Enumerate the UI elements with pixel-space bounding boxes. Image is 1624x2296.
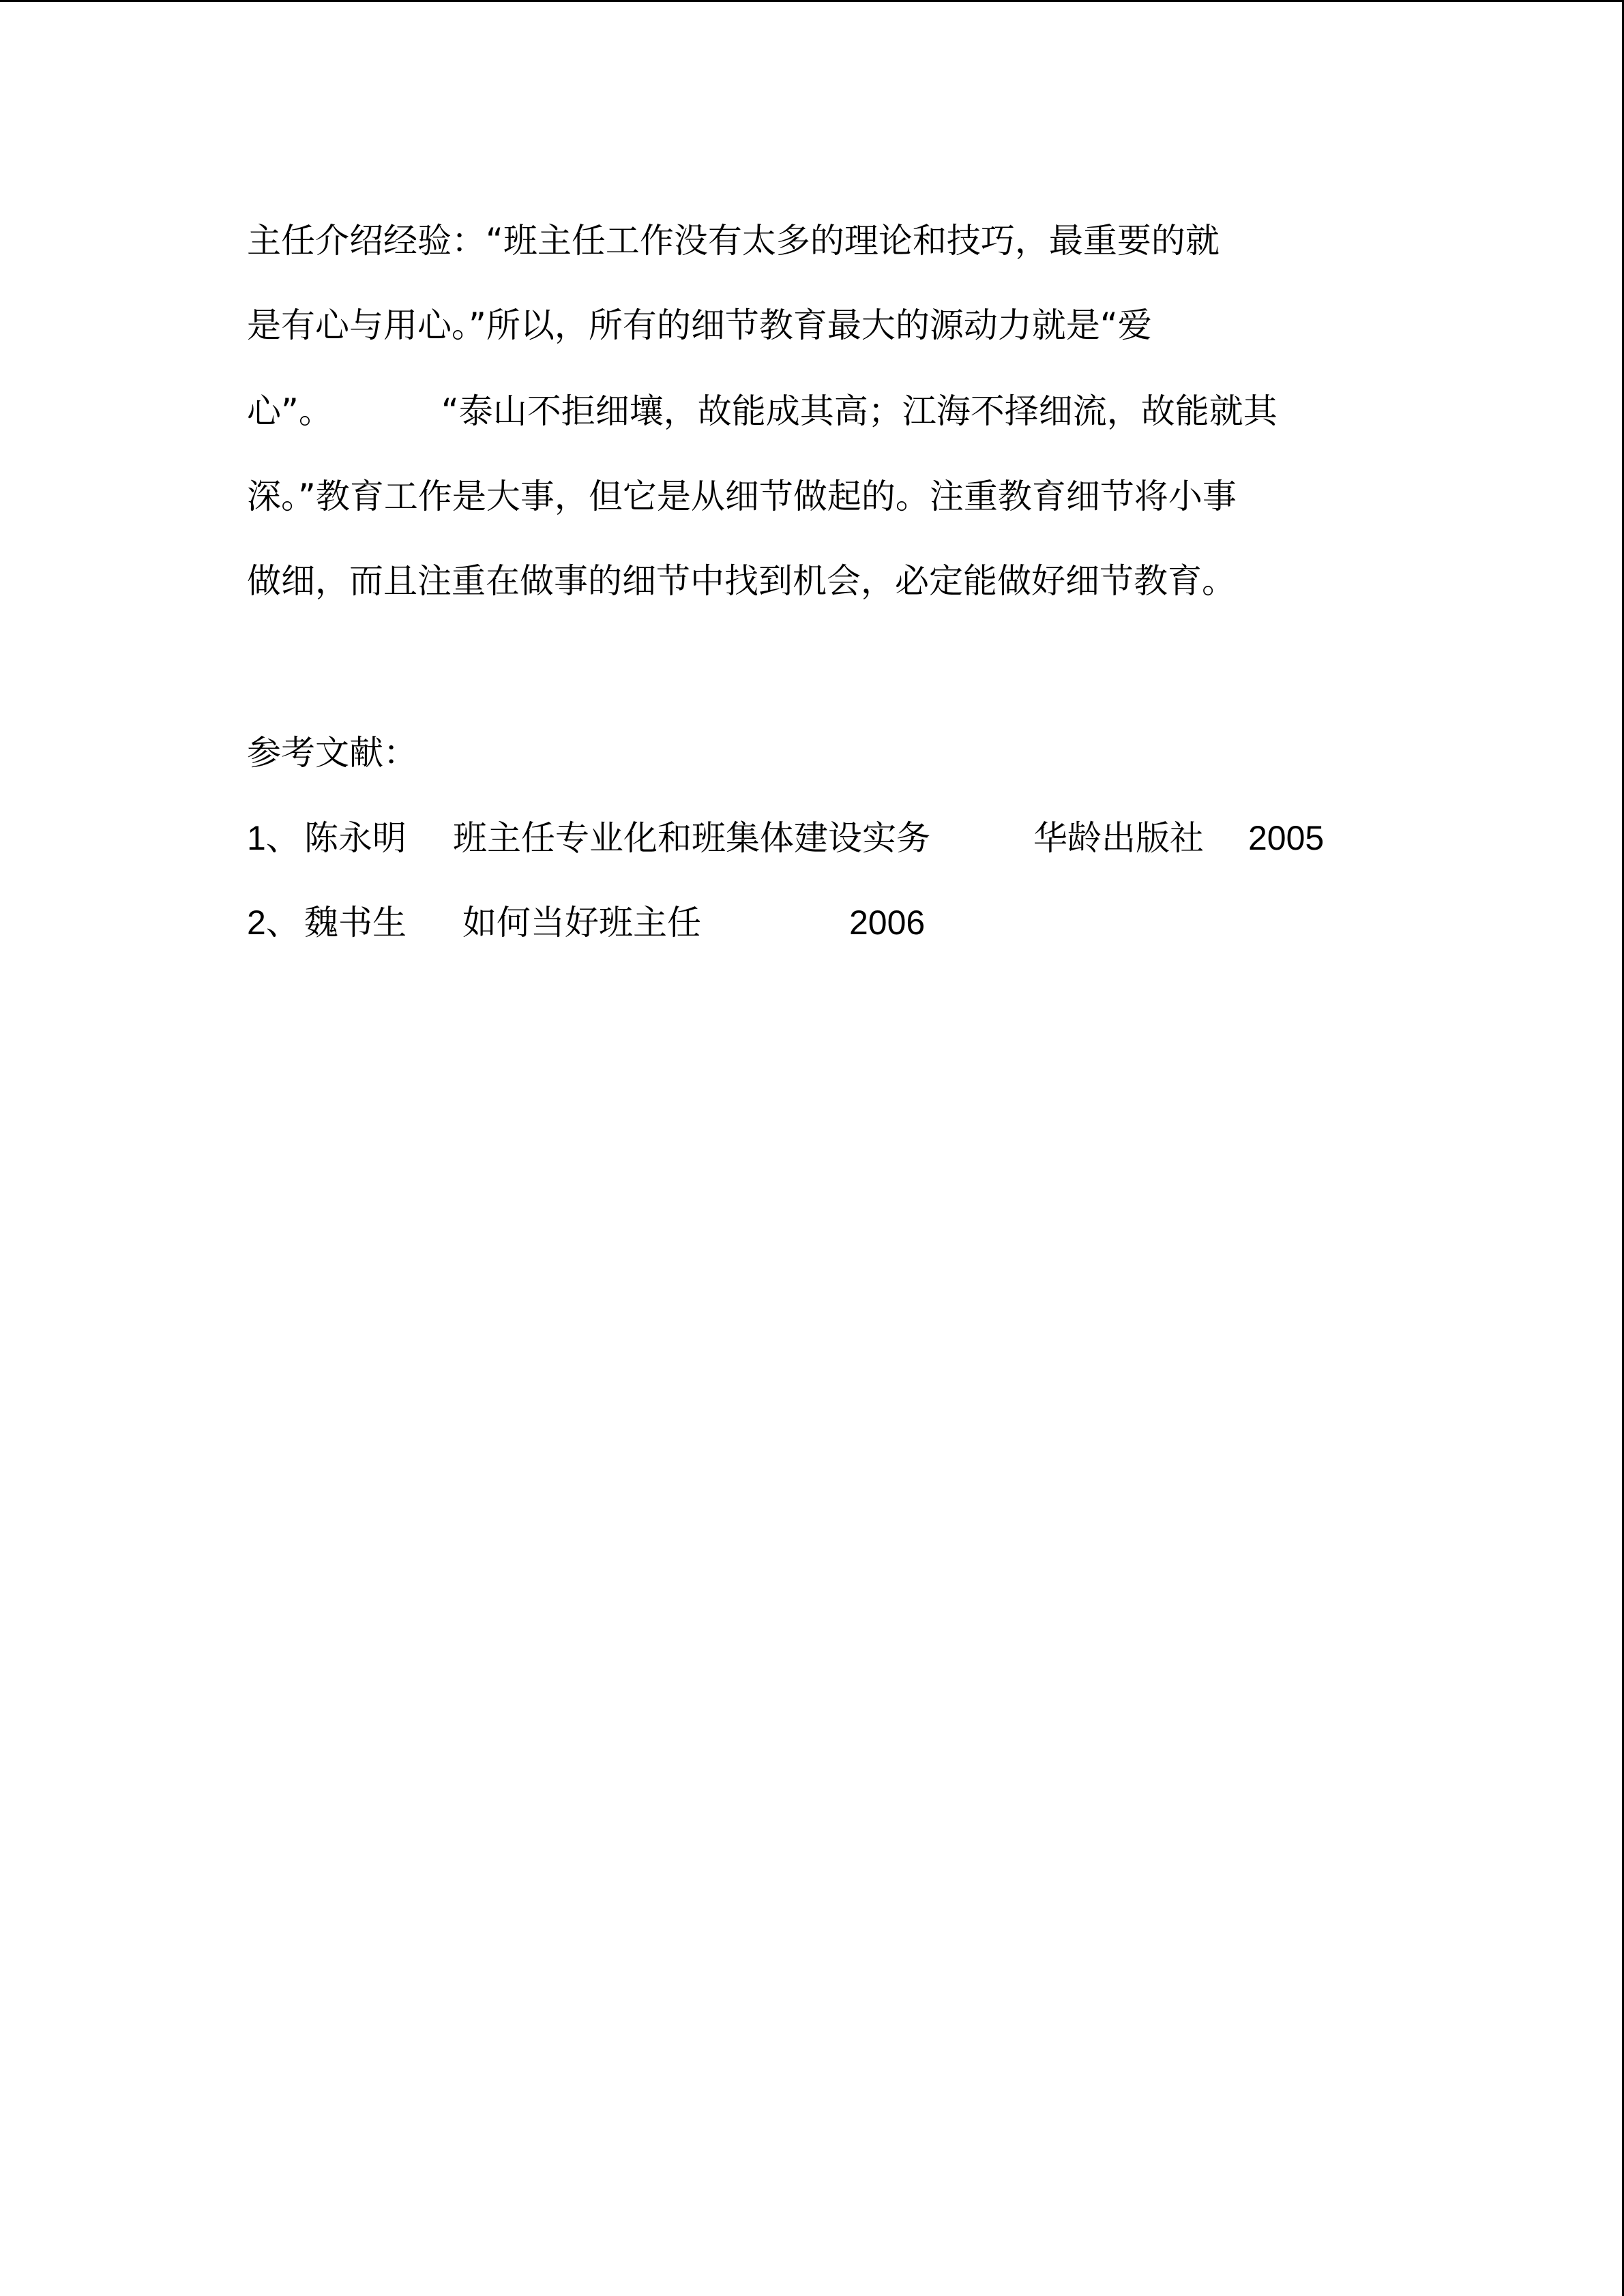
reference-title: 如何当好班主任: [462, 903, 701, 942]
paragraph-line-1: 主任介绍经验：“班主任工作没有太多的理论和技巧，最重要的就: [247, 221, 1220, 260]
reference-item-2: [247, 902, 926, 1148]
reference-index: 2、: [247, 904, 300, 942]
paragraph-line-4: 深。”教育工作是大事，但它是从细节做起的。注重教育细节将小事: [247, 477, 1237, 516]
reference-title: 班主任专业化和班集体建设实务: [453, 818, 930, 858]
references-heading: 参考文献：: [247, 733, 417, 773]
reference-author: 陈永明: [304, 818, 407, 858]
reference-author: 魏书生: [304, 903, 407, 942]
reference-publisher: 华龄出版社: [1033, 818, 1204, 858]
reference-year: 2006: [849, 904, 926, 942]
paragraph-line-2: 是有心与用心。”所以，所有的细节教育最大的源动力就是“爱: [247, 305, 1152, 345]
paragraph-line-3: 心”。 “泰山不拒细壤，故能成其高；江海不择细流，故能就其: [247, 391, 1278, 431]
reference-index: 1、: [247, 819, 300, 857]
paragraph-line-5: 做细，而且注重在做事的细节中找到机会，必定能做好细节教育。: [247, 561, 1236, 601]
reference-year: 2005: [1248, 819, 1325, 857]
